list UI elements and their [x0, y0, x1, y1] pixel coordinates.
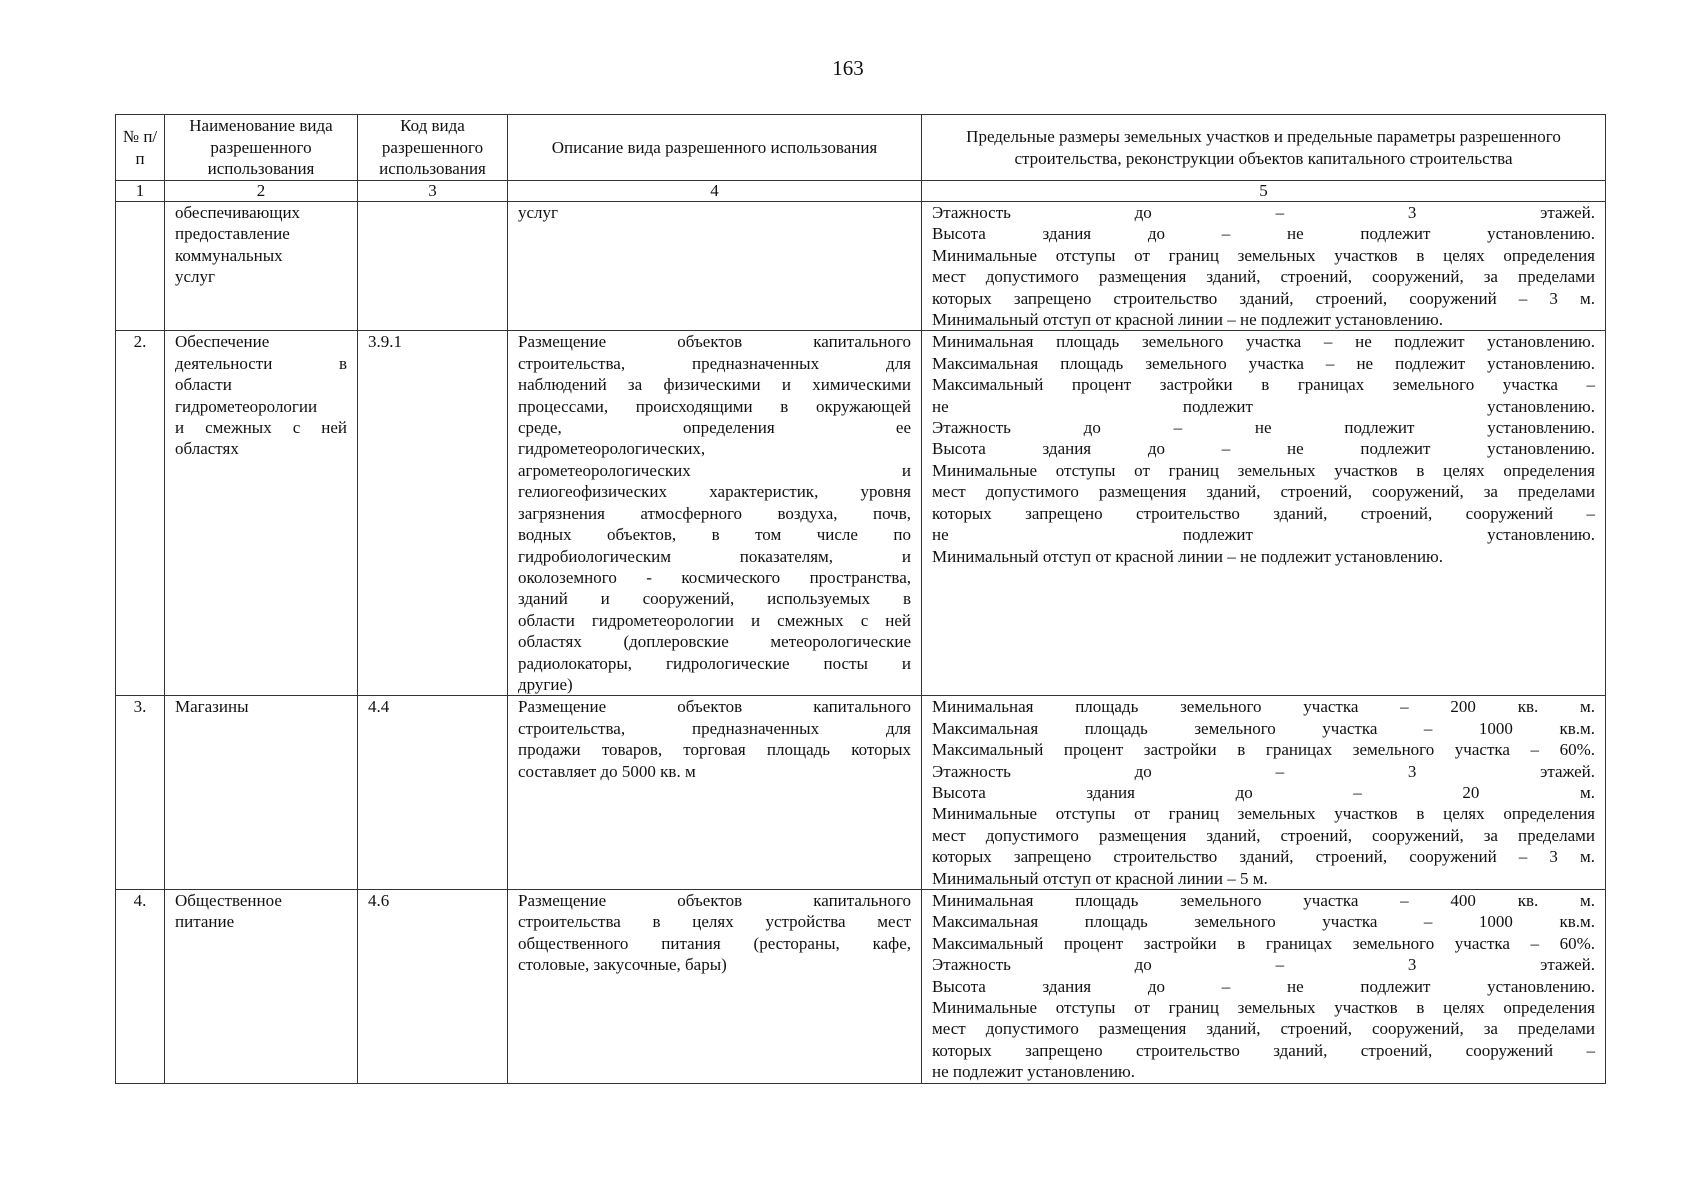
use-parameters-line: Минимальная площадь земельного участка – 400 кв. м. — [932, 891, 1595, 910]
use-parameters-line: Этажность до – 3 этажей. — [932, 203, 1595, 222]
use-code: 4.4 — [358, 696, 508, 890]
use-parameters-line: Минимальные отступы от границ земельных участков в целях определения — [932, 804, 1595, 824]
use-parameters-cell — [922, 696, 1606, 890]
use-description-line: столовые, закусочные, бары) — [518, 955, 727, 975]
header-number: № п/п — [116, 115, 165, 181]
row-number: 4. — [116, 890, 165, 1084]
use-name-line: области — [175, 375, 232, 395]
use-parameters-line: Минимальные отступы от границ земельных участков в целях определения — [932, 998, 1595, 1018]
use-parameters-line: Минимальные отступы от границ земельных участков в целях определения — [932, 245, 1595, 265]
use-parameters-line: которых запрещено строительство зданий, строений, сооружений – 3 м. — [932, 847, 1595, 867]
use-name-line: предоставление — [175, 224, 290, 244]
use-description-line: строительства, предназначенных для — [518, 353, 911, 373]
use-parameters-line: Максимальная площадь земельного участка – 1000 кв.м. — [932, 912, 1595, 932]
use-parameters-line: Высота здания до – не подлежит установлению. — [932, 224, 1595, 244]
use-parameters-line: Минимальные отступы от границ земельных участков в целях определения — [932, 460, 1595, 480]
land-use-table — [115, 114, 1606, 1084]
use-description-line: Размещение объектов капитального — [518, 332, 911, 352]
use-description-line: услуг — [518, 203, 559, 222]
use-parameters-line: мест допустимого размещения зданий, строений, сооружений, за пределами — [932, 825, 1595, 845]
column-number-row — [116, 181, 1606, 202]
use-parameters-line: Минимальный отступ от красной линии – не подлежит установлению. — [932, 546, 1443, 566]
use-description-line: наблюдений за физическими и химическими — [518, 375, 911, 395]
row-number: 3. — [116, 696, 165, 890]
use-code: 3.9.1 — [358, 331, 508, 696]
use-parameters-line: которых запрещено строительство зданий, строений, сооружений – — [932, 503, 1595, 523]
use-description-line: Размещение объектов капитального — [518, 891, 911, 910]
use-parameters-cell — [922, 202, 1606, 331]
use-parameters-line: которых запрещено строительство зданий, строений, сооружений – 3 м. — [932, 288, 1595, 308]
use-name-line: гидрометеорологии — [175, 396, 318, 416]
use-description-line: областях (доплеровские метеорологические — [518, 632, 911, 652]
use-description-line: строительства, предназначенных для — [518, 718, 911, 738]
use-description-line: гелиогеофизических характеристик, уровня — [518, 482, 911, 502]
header-description: Описание вида разрешенного использования — [508, 115, 922, 181]
table-body — [116, 202, 1606, 1084]
header-row — [116, 115, 1606, 181]
column-number: 2 — [165, 181, 358, 202]
use-description-line: общественного питания (рестораны, кафе, — [518, 933, 911, 953]
use-name-line: Обеспечение — [175, 332, 270, 352]
use-name-line: и смежных с ней — [175, 418, 347, 438]
use-name-cell — [165, 202, 358, 331]
table-row — [116, 331, 1606, 696]
use-description-line: среде, определения ее — [518, 418, 911, 438]
use-name-line: Общественное — [175, 891, 282, 910]
column-number: 3 — [358, 181, 508, 202]
use-description-line: строительства в целях устройства мест — [518, 912, 911, 932]
use-description-cell — [508, 696, 922, 890]
header-code: Код вида разрешенного использования — [358, 115, 508, 181]
use-parameters-line: Максимальный процент застройки в границах земельного участка – — [932, 375, 1595, 395]
use-description-line: радиолокаторы, гидрологические посты и — [518, 653, 911, 673]
use-code: 4.6 — [358, 890, 508, 1084]
use-description-line: составляет до 5000 кв. м — [518, 761, 696, 781]
use-parameters-line: Минимальная площадь земельного участка – 200 кв. м. — [932, 697, 1595, 717]
use-description-line: агрометеорологических и — [518, 460, 911, 480]
use-name-line: деятельности в — [175, 353, 347, 373]
table-row — [116, 696, 1606, 890]
use-parameters-line: Максимальный процент застройки в границах земельного участка – 60%. — [932, 933, 1595, 953]
use-parameters-cell — [922, 890, 1606, 1084]
use-parameters-line: мест допустимого размещения зданий, строений, сооружений, за пределами — [932, 1019, 1595, 1039]
header-name: Наименование вида разрешенного использования — [165, 115, 358, 181]
use-name-line: Магазины — [175, 697, 249, 717]
use-parameters-line: мест допустимого размещения зданий, строений, сооружений, за пределами — [932, 482, 1595, 502]
use-parameters-line: Максимальная площадь земельного участка – 1000 кв.м. — [932, 718, 1595, 738]
use-name-cell — [165, 331, 358, 696]
use-parameters-line: Минимальный отступ от красной линии – не подлежит установлению. — [932, 310, 1443, 330]
use-parameters-line: не подлежит установлению. — [932, 1062, 1136, 1082]
use-description-line: зданий и сооружений, используемых в — [518, 589, 911, 609]
page-number: 163 — [832, 56, 864, 80]
use-description-line: Размещение объектов капитального — [518, 697, 911, 717]
use-description-line: околоземного - космического пространства, — [518, 567, 911, 587]
use-description-line: гидробиологическим показателям, и — [518, 546, 911, 566]
use-parameters-line: Этажность до – 3 этажей. — [932, 761, 1595, 781]
table-row — [116, 890, 1606, 1084]
use-name-cell — [165, 890, 358, 1084]
use-description-line: продажи товаров, торговая площадь которых — [518, 740, 911, 760]
use-description-line: процессами, происходящими в окружающей — [518, 396, 911, 416]
column-number: 4 — [508, 181, 922, 202]
use-name-cell — [165, 696, 358, 890]
use-parameters-line: мест допустимого размещения зданий, строений, сооружений, за пределами — [932, 267, 1595, 287]
use-name-line: питание — [175, 912, 235, 932]
use-description-line: водных объектов, в том числе по — [518, 525, 911, 545]
use-description-line: гидрометеорологических, — [518, 439, 706, 459]
use-parameters-line: Этажность до – 3 этажей. — [932, 955, 1595, 975]
row-number: 2. — [116, 331, 165, 696]
column-number: 5 — [922, 181, 1606, 202]
row-number — [116, 202, 165, 331]
use-parameters-line: Максимальная площадь земельного участка – не подлежит установлению. — [932, 353, 1595, 373]
column-number: 1 — [116, 181, 165, 202]
use-parameters-line: Минимальный отступ от красной линии – 5 м. — [932, 868, 1268, 888]
use-parameters-line: Высота здания до – не подлежит установлению. — [932, 439, 1595, 459]
use-parameters-line: Максимальный процент застройки в границах земельного участка – 60%. — [932, 740, 1595, 760]
use-description-cell — [508, 202, 922, 331]
use-parameters-line: Высота здания до – 20 м. — [932, 782, 1595, 802]
use-description-line: другие) — [518, 674, 573, 694]
use-code — [358, 202, 508, 331]
use-description-line: загрязнения атмосферного воздуха, почв, — [518, 503, 911, 523]
use-parameters-line: которых запрещено строительство зданий, строений, сооружений – — [932, 1040, 1595, 1060]
use-parameters-line: Минимальная площадь земельного участка – не подлежит установлению. — [932, 332, 1595, 352]
use-parameters-cell — [922, 331, 1606, 696]
use-parameters-line: не подлежит установлению. — [932, 525, 1595, 545]
use-name-line: областях — [175, 439, 239, 459]
use-parameters-line: Высота здания до – не подлежит установлению. — [932, 976, 1595, 996]
use-name-line: обеспечивающих — [175, 203, 301, 222]
use-description-line: области гидрометеорологии и смежных с ней — [518, 610, 911, 630]
use-name-line: услуг — [175, 267, 216, 287]
use-description-cell — [508, 890, 922, 1084]
use-parameters-line: Этажность до – не подлежит установлению. — [932, 418, 1595, 438]
header-parameters: Предельные размеры земельных участков и предельные параметры разрешенного строительства, реконструкции объектов капитального строительства — [922, 115, 1606, 181]
use-name-line: коммунальных — [175, 245, 283, 265]
use-parameters-line: не подлежит установлению. — [932, 396, 1595, 416]
table-row — [116, 202, 1606, 331]
use-description-cell — [508, 331, 922, 696]
